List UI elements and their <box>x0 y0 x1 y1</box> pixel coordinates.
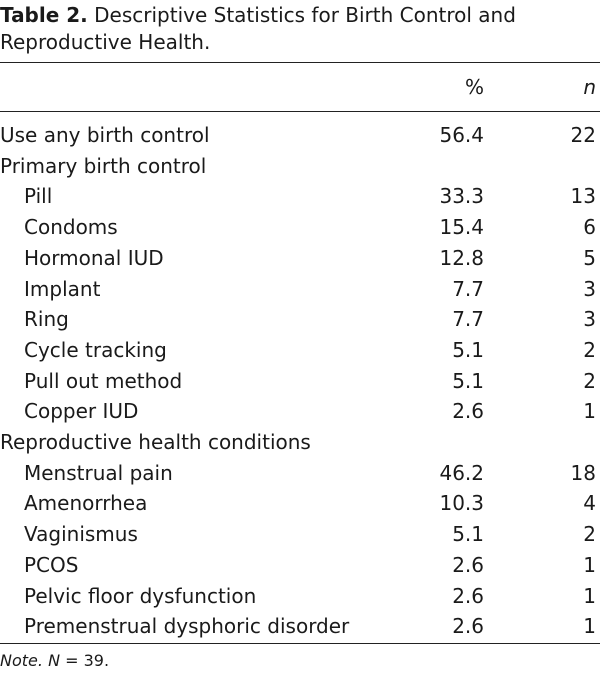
row-label: Copper IUD <box>24 399 139 424</box>
row-label: Pill <box>24 184 53 209</box>
row-label: Reproductive health conditions <box>0 430 311 454</box>
top-rule <box>0 62 600 63</box>
row-percent: 5.1 <box>452 522 484 547</box>
row-percent: 5.1 <box>452 368 484 393</box>
row-count: 22 <box>570 123 596 147</box>
row-count: 13 <box>570 184 596 209</box>
table-row <box>0 274 600 305</box>
row-percent: 5.1 <box>452 337 484 362</box>
row-count: 6 <box>583 215 596 240</box>
bottom-rule <box>0 643 600 644</box>
table-row <box>0 120 600 151</box>
table-row <box>0 581 600 612</box>
table-row <box>0 181 600 212</box>
table-row <box>0 151 600 182</box>
row-count: 4 <box>583 491 596 516</box>
table-title: Descriptive Statistics for Birth Control and Reproductive Health. <box>0 3 516 54</box>
row-percent: 2.6 <box>452 552 484 577</box>
row-count: 1 <box>583 552 596 577</box>
row-label: Implant <box>24 276 101 301</box>
table-row <box>0 243 600 274</box>
row-label: PCOS <box>24 552 79 577</box>
table-row <box>0 519 600 550</box>
column-header-percent: % <box>464 75 484 99</box>
header-rule <box>0 111 600 112</box>
row-percent: 33.3 <box>439 184 484 209</box>
row-count: 1 <box>583 399 596 424</box>
row-label: Menstrual pain <box>24 460 173 485</box>
note-variable: N <box>48 651 61 670</box>
row-percent: 7.7 <box>452 276 484 301</box>
row-label: Condoms <box>24 215 118 240</box>
row-count: 1 <box>583 614 596 639</box>
row-count: 2 <box>583 368 596 393</box>
row-label: Hormonal IUD <box>24 245 164 270</box>
row-count: 1 <box>583 583 596 608</box>
table-caption <box>0 2 596 56</box>
row-label: Pelvic floor dysfunction <box>24 583 257 608</box>
row-percent: 2.6 <box>452 614 484 639</box>
table-note <box>0 650 109 672</box>
row-label: Cycle tracking <box>24 337 167 362</box>
row-count: 5 <box>583 245 596 270</box>
table-row <box>0 304 600 335</box>
table-row <box>0 488 600 519</box>
row-count: 2 <box>583 522 596 547</box>
table-row <box>0 366 600 397</box>
table-row <box>0 611 600 642</box>
row-label: Amenorrhea <box>24 491 148 516</box>
table-row <box>0 212 600 243</box>
row-count: 18 <box>570 460 596 485</box>
table-row <box>0 427 600 458</box>
row-label: Vaginismus <box>24 522 138 547</box>
table-row <box>0 550 600 581</box>
row-percent: 46.2 <box>439 460 484 485</box>
row-label: Primary birth control <box>0 153 207 178</box>
note-label: Note. <box>0 651 43 670</box>
table-row <box>0 458 600 489</box>
row-percent: 2.6 <box>452 583 484 608</box>
row-count: 3 <box>583 307 596 332</box>
row-percent: 15.4 <box>439 215 484 240</box>
note-text: = 39. <box>60 651 110 670</box>
row-percent: 2.6 <box>452 399 484 424</box>
row-percent: 12.8 <box>439 245 484 270</box>
row-percent: 10.3 <box>439 491 484 516</box>
row-label: Ring <box>24 307 69 332</box>
row-count: 2 <box>583 337 596 362</box>
table-label: Table 2. <box>0 3 88 27</box>
table-row <box>0 396 600 427</box>
row-count: 3 <box>583 276 596 301</box>
table-row <box>0 335 600 366</box>
row-label: Use any birth control <box>0 123 210 147</box>
row-label: Pull out method <box>24 368 183 393</box>
column-header-n: n <box>583 75 596 99</box>
row-percent: 56.4 <box>439 123 484 147</box>
row-label: Premenstrual dysphoric disorder <box>24 614 350 639</box>
column-header-row <box>0 72 600 103</box>
row-percent: 7.7 <box>452 307 484 332</box>
